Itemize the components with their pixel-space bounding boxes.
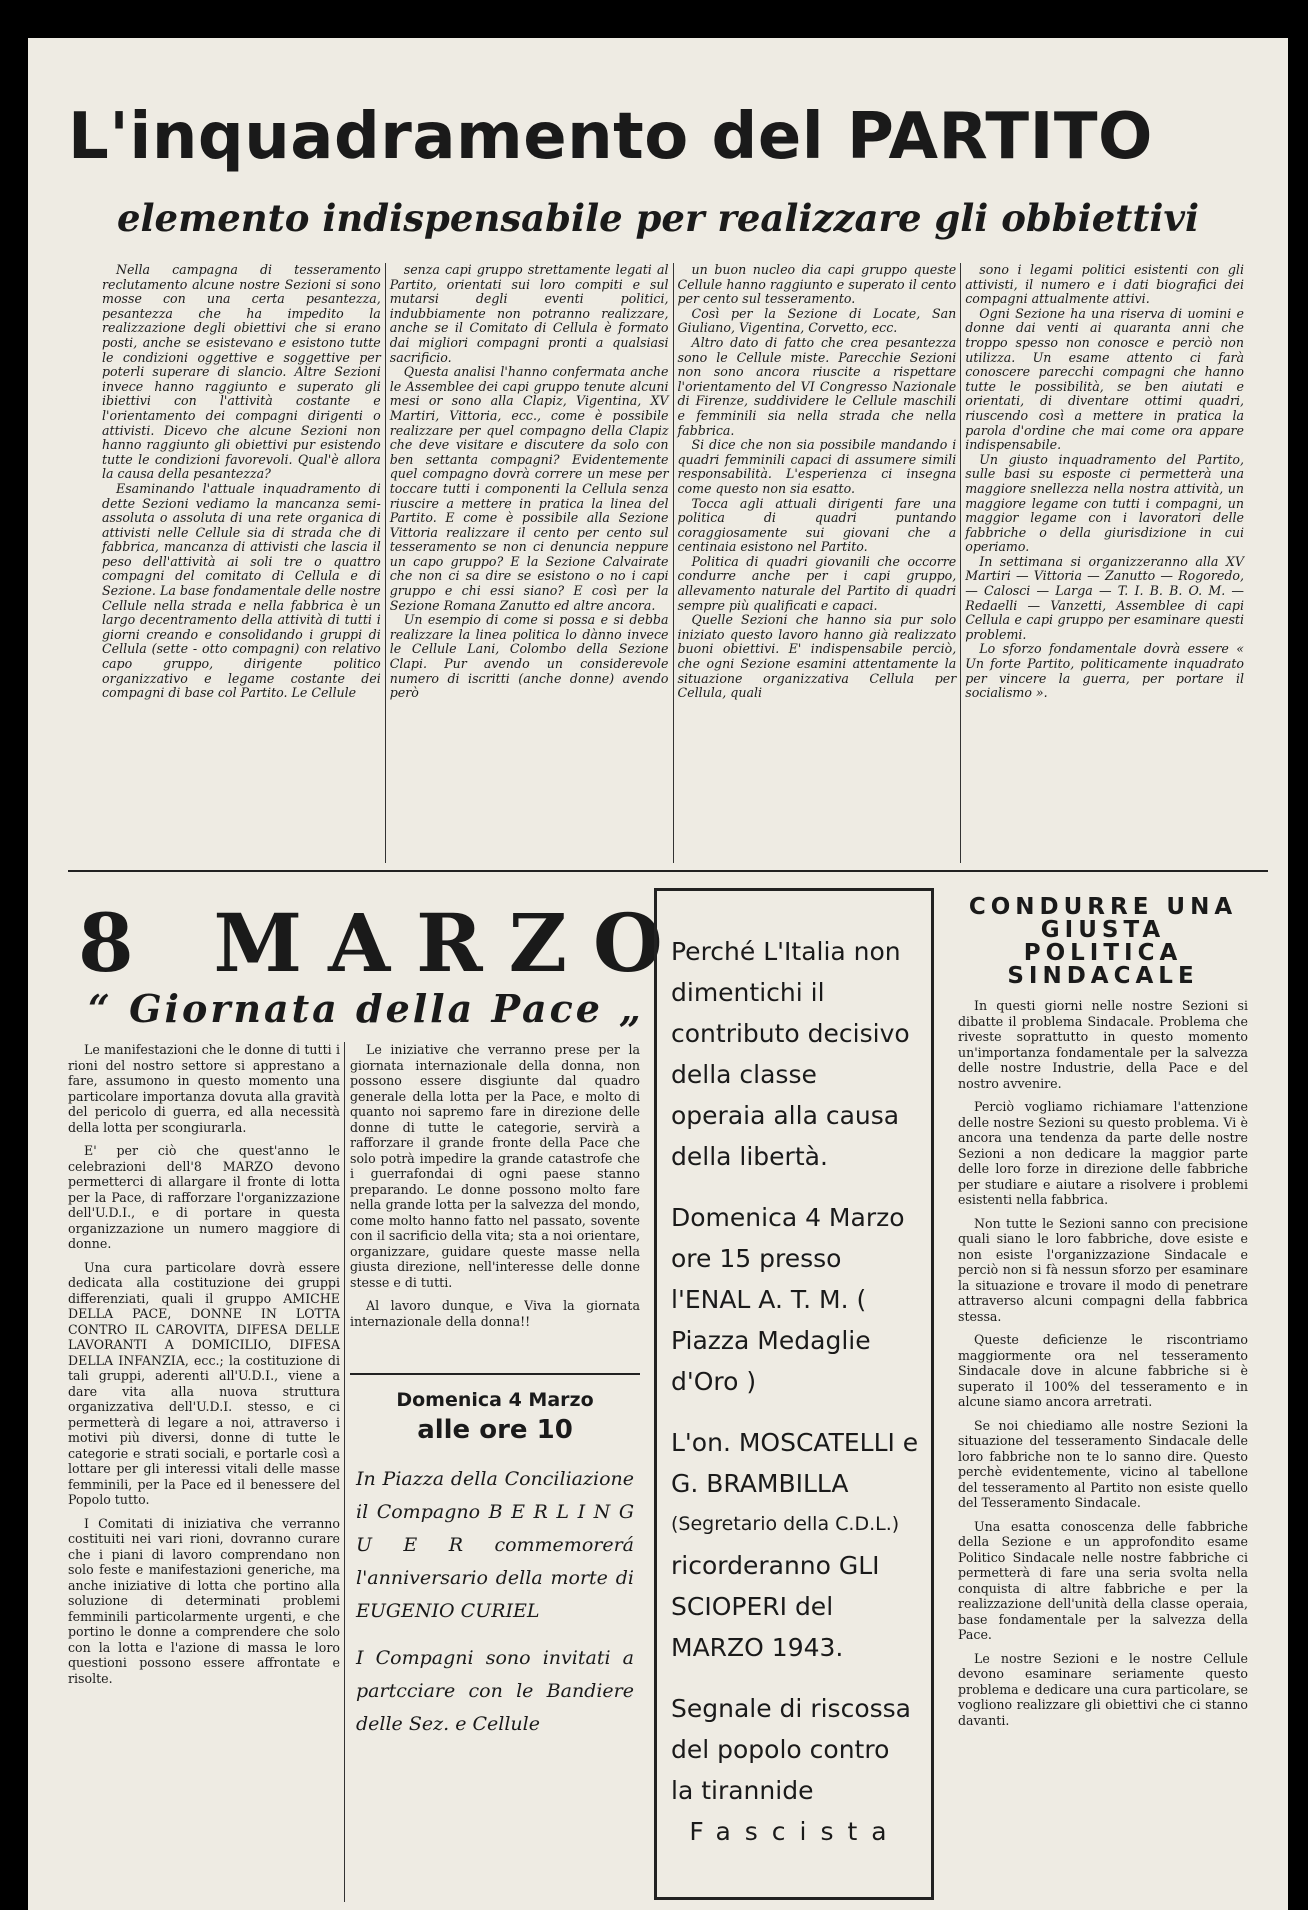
newspaper-page: [28, 38, 1288, 1910]
box-speakers: L'on. MOSCATELLI e G. BRAMBILLA: [671, 1428, 919, 1498]
box-closing-end: Fascista: [689, 1817, 901, 1846]
subheadline: elemento indispensabile per realizzare gli obbiettivi: [116, 196, 1200, 240]
lead-column-4: [960, 263, 1248, 863]
paragraph: Se noi chiediamo alle nostre Sezioni la situazione del tesseramento Sindacale delle loro fabbriche non te lo sanno dire. Questo perchè evidentemente, vicino al tabellone del tesseramento al Partito non esiste quello del Tesseramento Sindacale.: [958, 1417, 1248, 1510]
paragraph: Politica di quadri giovanili che occorre condurre anche per i capi gruppo, allevamento naturale del Partito di quadri sempre più qualificati e capaci.: [677, 553, 957, 613]
sindacale-article: [958, 998, 1248, 1736]
paragraph: Quelle Sezioni che hanno sia pur solo iniziato questo lavoro hanno già realizzato buoni obiettivi. E' indispensabile perciò, che ogni Sezione esamini attentamente la situazione organizzativa Cellula per Cellula, quali: [677, 612, 957, 701]
lead-article: [98, 263, 1248, 863]
paragraph: Lo sforzo fondamentale dovrà essere « Un forte Partito, politicamente inquadrato per vincere la guerra, per portare il socialismo ».: [965, 641, 1244, 701]
paragraph: Le iniziative che verranno prese per la giornata internazionale della donna, non possono essere disgiunte dal quadro generale della lotta per la Pace, e molto di quanto noi sapremo fare in direzione delle donne di tutte le categorie, servirà a rafforzare il grande fronte della Pace che solo potrà impedire la grande catastrofe che i guerrafondai di ogni paese stanno preparando. Le donne possono molto fare nella grande lotta per la salvezza del mondo, come molto hanno fatto nel passato, sovente con il sacrificio della vita; sta a noi orientare, organizzare, guidare queste masse nella giusta direzione, nell'interesse delle donne stesse e di tutti.: [350, 1042, 640, 1290]
marzo-subtitle: “ Giornata della Pace „: [88, 986, 645, 1031]
headline: L'inquadramento del PARTITO: [68, 100, 1153, 174]
sindacale-title: CONDURRE UNA GIUSTA POLITICA SINDACALE: [968, 894, 1238, 989]
paragraph: Nella campagna di tesseramento reclutamento alcune nostre Sezioni si sono mosse con una certa pesantezza, pesantezza che ha impedito la realizzazione degli obiettivi che si erano posti, anche se esistevano e esistono tutte le condizioni oggettive e soggettive per poterli superare di slancio. Altre Sezioni invece hanno raggiunto e superato gli ibiettivi con l'attività costante e l'orientamento dei compagni dirigenti o attivisti. Dicevo che alcune Sezioni non hanno raggiunto gli obiettivi pur esistendo tutte le condizioni favorevoli. Qual'è allora la causa della pesantezza?: [102, 262, 381, 482]
paragraph: Ogni Sezione ha una riserva di uomini e donne dai venti ai quaranta anni che troppo spesso non conosce e perciò non utilizza. Un esame attento ci farà conoscere parecchi compagni che hanno tutte le possibilità, se ben aiutati e orientati, di diventare ottimi quadri, riuscendo così a mettere in pratica la parola d'ordine che mai come ora appare indispensabile.: [965, 305, 1244, 453]
curiel-notice: [350, 1373, 640, 1741]
box-speaker-role: (Segretario della C.D.L.): [671, 1513, 900, 1535]
paragraph: sono i legami politici esistenti con gli attivisti, il numero e i dati biografici dei compagni attualmente attivi.: [965, 262, 1244, 307]
paragraph: Una esatta conoscenza delle fabbriche della Sezione e un approfondito esame Politico Sindacale nelle nostre fabbriche ci permetterà di fare una seria svolta nella conquista di altre fabbriche e per la realizzazione dell'unità della classe operaia, base fondamentale per la salvezza della Pace.: [958, 1518, 1248, 1642]
paragraph: Tocca agli attuali dirigenti fare una politica di quadri puntando coraggiosamente sui giovani che a centinaia esistono nel Partito.: [677, 495, 957, 555]
paragraph: Questa analisi l'hanno confermata anche le Assemblee dei capi gruppo tenute alcuni mesi or sono alla Clapiz, Vigentina, XV Martiri, Vittoria, ecc., come è possibile realizzare per quel compagno della Clapiz che deve visitare e discutere da solo con ben settanta compagni? Evidentemente quel compagno dovrà correre un mese per toccare tutti i componenti la Cellula senza riuscire a mettere in pratica la linea del Partito. E come è possibile alla Sezione Vittoria realizzare il cento per cento sul tesseramento se non ci denuncia neppure un capo gruppo? E la Sezione Calvairate che non ci sa dire se esistono o no i capi gruppo e chi essi siano? E così per la Sezione Romana Zanutto ed altre ancora.: [389, 364, 669, 613]
paragraph: Così per la Sezione di Locate, San Giuliano, Vigentina, Corvetto, ecc.: [677, 305, 957, 336]
lead-column-1: [98, 263, 385, 863]
paragraph: Al lavoro dunque, e Viva la giornata internazionale della donna!!: [350, 1298, 640, 1329]
commemoration-box: [654, 888, 934, 1900]
box-topic: ricorderanno GLI SCIOPERI del MARZO 1943.: [671, 1551, 880, 1662]
section-divider: [68, 870, 1268, 872]
notice-body: In Piazza della Conciliazione il Compagno B E R L I N G U E R commemorerá l'anniversario della morte di EUGENIO CURIEL: [356, 1468, 634, 1622]
paragraph: Esaminando l'attuale inquadramento di dette Sezioni vediamo la mancanza semi-assoluta o assoluta di una rete organica di attivisti nelle Cellule sia di strada che di fabbrica, mancanza di attivisti che lascia il peso dell'attività ai soli tre o quattro compagni del comitato di Cellula e di Sezione. La base fondamentale delle nostre Cellule nella strada e nella fabbrica è un largo decentramento della attività di tutti i giorni creando e consolidando i gruppi di Cellula (sette - otto compagni) con relativo capo gruppo, dirigente politico organizzativo e legame costante dei compagni di base col Partito. Le Cellule: [102, 480, 381, 701]
paragraph: Le nostre Sezioni e le nostre Cellule devono esaminare seriamente questo problema e dedicare una cura particolare, se vogliono realizzare gli obiettivi che ci stanno davanti.: [958, 1650, 1248, 1728]
box-closing: Segnale di riscossa del popolo contro la tirannide: [671, 1694, 911, 1805]
paragraph: Una cura particolare dovrà essere dedicata alla costituzione dei gruppi differenziati, quali il gruppo AMICHE DELLA PACE, DONNE IN LOTTA CONTRO IL CAROVITA, DIFESA DELLE LAVORANTI A DOMICILIO, DIFESA DELLA INFANZIA, ecc.; la costituzione di tali gruppi, aderenti all'U.D.I., viene a dare vita alla nuova struttura organizzativa dell'U.D.I. stesso, e ci permetterà di legare a noi, attraverso i motivi più diversi, donne di tutte le categorie e strati sociali, e portarle così a lottare per gli interessi vitali delle masse femminili, per la Pace ed il benessere del Popolo tutto.: [68, 1259, 340, 1507]
box-event: Domenica 4 Marzo ore 15 presso l'ENAL A. T. M. ( Piazza Medaglie d'Oro ): [671, 1203, 905, 1396]
paragraph: Altro dato di fatto che crea pesantezza sono le Cellule miste. Parecchie Sezioni non sono ancora riuscite a rispettare l'orientamento del VI Congresso Nazionale di Firenze, suddividere le Cellule maschili e femminili sia nella strada che nella fabbrica.: [677, 334, 957, 438]
paragraph: In settimana si organizzeranno alla XV Martiri — Vittoria — Zanutto — Rogoredo, — Calosci — Larga — T. I. B. B. O. M. — Redaelli — Vanzetti, Assemblee di capi Cellula e capi gruppo per esaminare questi problemi.: [965, 553, 1244, 642]
paragraph: Un giusto inquadramento del Partito, sulle basi su esposte ci permetterà una maggiore snellezza nella nostra attività, un maggiore legame con tutti i compagni, un maggior legame con i lavoratori delle fabbriche o della giurisdizione in cui operiamo.: [965, 451, 1244, 555]
lead-column-2: [385, 263, 673, 863]
paragraph: Si dice che non sia possibile mandando i quadri femminili capaci di assumere simili responsabilità. L'esperienza ci insegna come questo non sia esatto.: [677, 437, 957, 496]
marzo-column-1: [68, 1042, 340, 1694]
paragraph: E' per ciò che quest'anno le celebrazioni dell'8 MARZO devono permetterci di allargare il fronte di lotta per la Pace, di rafforzare l'organizzazione dell'U.D.I., e di portare in questa organizzazione un numero maggiore di donne.: [68, 1143, 340, 1251]
marzo-column-2: [350, 1042, 640, 1337]
paragraph: un buon nucleo dia capi gruppo queste Cellule hanno raggiunto e superato il cento per cento sul tesseramento.: [677, 262, 957, 307]
column-rule: [344, 1042, 345, 1902]
notice-date: Domenica 4 Marzo: [396, 1389, 594, 1411]
box-intro: Perché L'Italia non dimentichi il contributo decisivo della classe operaia alla causa della libertà.: [671, 937, 910, 1171]
paragraph: Le manifestazioni che le donne di tutti i rioni del nostro settore si apprestano a fare, assumono in questo momento una particolare importanza dovuta alla gravità del pericolo di guerra, ed alla necessità della lotta per scongiurarla.: [68, 1042, 340, 1135]
lead-column-3: [673, 263, 961, 863]
paragraph: senza capi gruppo strettamente legati al Partito, orientati sui loro compiti e sul mutarsi degli eventi politici, indubbiamente non potranno realizzare, anche se il Comitato di Cellula è formato dai migliori compagni pronti a qualsiasi sacrificio.: [389, 262, 669, 365]
paragraph: Perciò vogliamo richiamare l'attenzione delle nostre Sezioni su questo problema. Vi è ancora una tendenza da parte delle nostre Sezioni a non dedicare la maggior parte delle loro forze in direzione delle fabbriche per studiare e aiutare a risolvere i problemi esistenti nella fabbrica.: [958, 1099, 1248, 1207]
paragraph: In questi giorni nelle nostre Sezioni si dibatte il problema Sindacale. Problema che riveste soprattutto in questo momento un'importanza fondamentale per la salvezza delle nostre Industrie, della Pace e del nostro avvenire.: [958, 998, 1248, 1091]
paragraph: Queste deficienze le riscontriamo maggiormente ora nel tesseramento Sindacale dove in alcune fabbriche si è superato il 100% del tesseramento e in alcune siamo ancora arretrati.: [958, 1332, 1248, 1409]
notice-time: alle ore 10: [417, 1415, 573, 1445]
paragraph: Non tutte le Sezioni sanno con precisione quali siano le loro fabbriche, dove esiste e non esiste l'organizzazione Sindacale e perciò non si fà nessun sforzo per esaminare la situazione e trovare il modo di penetrare attraverso alcuni compagni della fabbrica stessa.: [958, 1215, 1248, 1324]
marzo-title: 8 MARZO: [78, 896, 689, 990]
paragraph: Un esempio di come si possa e si debba realizzare la linea politica lo dànno invece le Cellule Lani, Colombo della Sezione Clapi. Pur avendo un considerevole numero di iscritti (anche donne) avendo però: [389, 612, 669, 701]
notice-body-2: I Compagni sono invitati a partcciare con le Bandiere delle Sez. e Cellule: [356, 1647, 634, 1735]
paragraph: I Comitati di iniziativa che verranno costituiti nei vari rioni, dovranno curare che i piani di lavoro comprendano non solo feste e manifestazioni generiche, ma anche iniziative di lotta che portino alla soluzione di determinati problemi femminili particolarmente urgenti, e che portino le donne a comprendere che solo con la lotta e l'azione di massa le loro questioni possono essere affrontate e risolte.: [68, 1515, 340, 1686]
